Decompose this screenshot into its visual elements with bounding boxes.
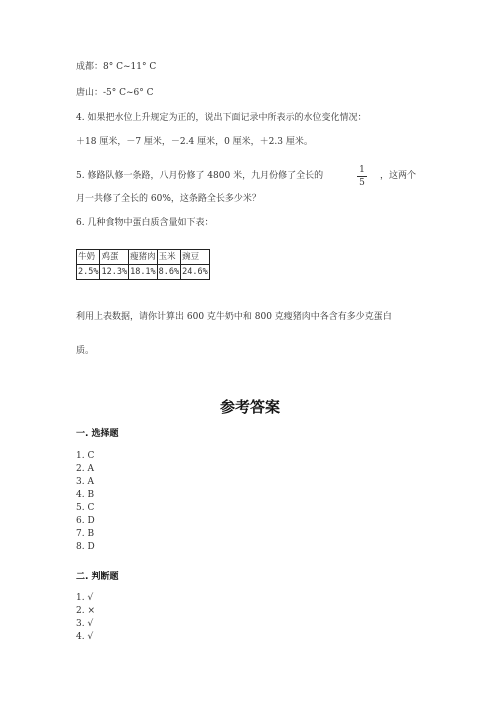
chengdu-temperature: 成都：8° C~11° C <box>76 62 157 72</box>
tangshan-temperature: 唐山：-5° C~6° C <box>76 88 154 98</box>
table-value-cell: 8.6% <box>157 265 180 280</box>
table-header-cell: 豌豆 <box>181 250 210 265</box>
table-header-cell: 瘦猪肉 <box>129 250 158 265</box>
list-item: 3. A <box>76 477 94 487</box>
table-header-row <box>77 250 210 265</box>
question-6: 6. 几种食物中蛋白质含量如下表： <box>76 218 214 228</box>
list-item: 8. D <box>76 542 95 552</box>
list-item: 7. B <box>76 529 95 539</box>
section-choice-heading: 一. 选择题 <box>76 429 119 439</box>
choice-answer-list <box>76 450 95 554</box>
question-4-values: ＋18 厘米，－7 厘米，－2.4 厘米，0 厘米，＋2.3 厘米。 <box>76 137 313 147</box>
table-header-cell: 牛奶 <box>77 250 100 265</box>
fraction-one-fifth <box>357 165 367 188</box>
list-item: 3. √ <box>76 619 94 629</box>
list-item: 1. √ <box>76 593 94 603</box>
table-value-cell: 24.6% <box>181 265 210 280</box>
list-item: 2. A <box>76 464 94 474</box>
fraction-numerator: 1 <box>359 165 365 175</box>
question-4: 4. 如果把水位上升规定为正的，说出下面记录中所表示的水位变化情况： <box>76 113 367 123</box>
list-item: 2. × <box>76 606 95 616</box>
section-judge-heading: 二. 判断题 <box>76 572 119 582</box>
fraction-denominator: 5 <box>359 178 365 188</box>
judge-answer-list <box>76 592 95 644</box>
question-6-text-end: 质。 <box>76 346 95 356</box>
answers-title: 参考答案 <box>219 398 280 416</box>
fraction-bar <box>357 176 367 177</box>
list-item: 6. D <box>76 516 95 526</box>
table-header-cell: 玉米 <box>157 250 180 265</box>
list-item: 5. C <box>76 503 95 513</box>
question-6-text: 利用上表数据，请你计算出 600 克牛奶中和 800 克瘦猪肉中各含有多少克蛋白 <box>76 312 392 322</box>
list-item: 1. C <box>76 451 95 461</box>
list-item: 4. √ <box>76 632 94 642</box>
table-value-row <box>77 265 210 280</box>
list-item: 4. B <box>76 490 95 500</box>
table-header-cell: 鸡蛋 <box>100 250 129 265</box>
table-value-cell: 2.5% <box>77 265 100 280</box>
protein-table <box>76 249 210 280</box>
question-5-part-2: ，这两个 <box>380 171 417 181</box>
question-5-part-1: 5. 修路队修一条路，八月份修了 4800 米，九月份修了全长的 <box>76 171 324 181</box>
question-5-part-3: 月一共修了全长的 60%，这条路全长多少米？ <box>76 194 261 204</box>
table-value-cell: 18.1% <box>129 265 158 280</box>
table-value-cell: 12.3% <box>100 265 129 280</box>
